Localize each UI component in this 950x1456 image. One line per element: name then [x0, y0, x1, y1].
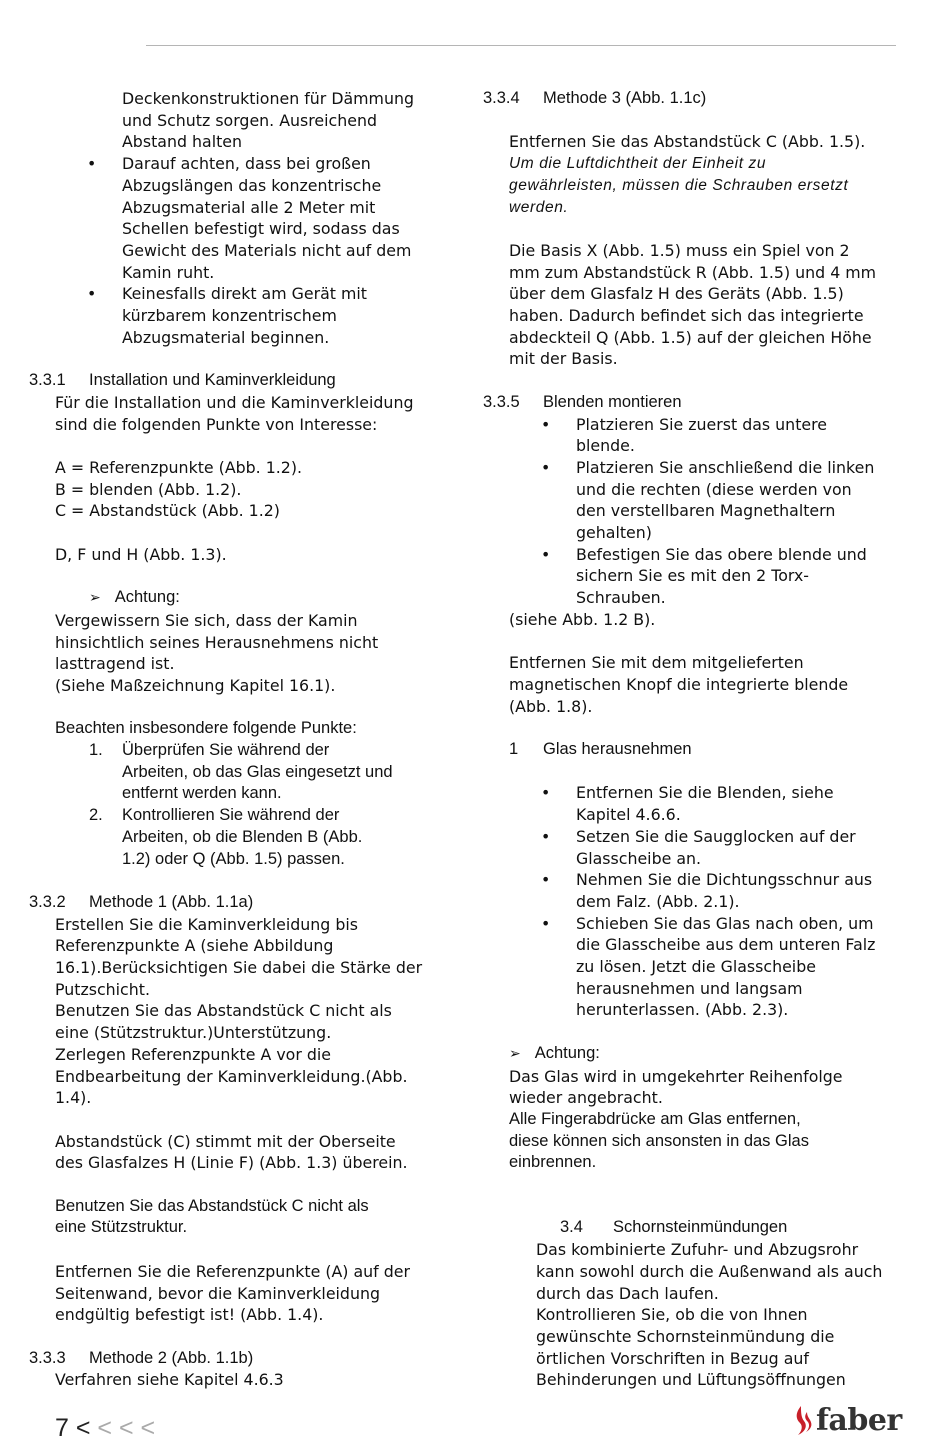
header-rule — [146, 45, 896, 46]
bullet-icon: • — [541, 913, 551, 933]
text-line: Darauf achten, dass bei großen — [122, 154, 371, 174]
section-number: 3.3.4 — [483, 89, 520, 107]
list-item: • Befestigen Sie das obere blende und sichern Sie es mit den 2 Torx- Schrauben. — [541, 544, 867, 608]
section-heading — [29, 892, 459, 914]
section-number: 3.4 — [560, 1218, 583, 1237]
intro-text — [29, 88, 459, 153]
section-body: Verfahren siehe Kapitel 4.6.3 — [55, 1370, 284, 1390]
list-item: • Platzieren Sie anschließend die linken und die rechten (diese werden von den verstellbaren Magnethaltern gehalten) — [541, 457, 875, 543]
bullet-icon: • — [541, 414, 551, 434]
section-title: Installation und Kaminverkleidung — [89, 371, 336, 390]
text-line: Beachten insbesondere folgende Punkte: — [55, 719, 357, 738]
section-body: (siehe Abb. 1.2 B). Entfernen Sie mit dem mitgelieferten magnetischen Knopf die integrierte blende (Abb. 1.8). — [509, 609, 849, 716]
text-line: und Schutz sorgen. Ausreichend — [122, 110, 377, 130]
text-line: B = blenden (Abb. 1.2). — [55, 479, 242, 499]
text-line: Kamin ruht. — [122, 262, 215, 282]
text-line: A = Referenzpunkte (Abb. 1.2). — [55, 457, 303, 477]
arrow-icon: ➢ — [89, 590, 101, 607]
text-line: C = Abstandstück (Abb. 1.2) — [55, 501, 280, 521]
list-item: • Entfernen Sie die Blenden, siehe Kapitel 4.6.6. — [541, 783, 834, 825]
section-title: Methode 1 (Abb. 1.1a) — [89, 892, 254, 911]
section-heading — [483, 88, 913, 110]
arrow-icon: ➢ — [509, 1045, 521, 1062]
section-number: 1 — [509, 740, 519, 759]
attention-label: ➢ Achtung: — [89, 588, 180, 607]
text-line: Deckenkonstruktionen für Dämmung — [122, 89, 414, 108]
section-number: 3.3.1 — [29, 371, 66, 390]
attention-label: ➢ Achtung: — [509, 1043, 600, 1062]
section-title: Methode 3 (Abb. 1.1c) — [543, 89, 707, 107]
page-number: 7 < < < < — [55, 1414, 156, 1442]
section-body: Entfernen Sie das Abstandstück C (Abb. 1.5). Um die Luftdichtheit der Einheit zu gewährleisten, müssen die Schrauben ersetzt werden. Die Basis X (Abb. 1.5) muss ein Spiel von 2 mm zum Abstandstück R (Abb. 1.5) und 4 mm über dem Glasfalz H des Geräts (Abb. 1.5) haben. Dadurch befindet sich das integrierte abdeckteil Q (Abb. 1.5) auf der gleichen Höhe mit der Basis. — [509, 132, 877, 369]
list-item — [29, 283, 459, 348]
bullet-icon: • — [87, 284, 97, 304]
bullet-icon: • — [541, 457, 551, 477]
section-body: Erstellen Sie die Kaminverkleidung bis Referenzpunkte A (siehe Abbildung 16.1).Berücksichtigen Sie dabei die Stärke der Putzschicht. Benutzen Sie das Abstandstück C nicht als eine (Stützstruktur.)Unterstützung. Zerlegen Referenzpunkte A vor die Endbearbeitung der Kaminverkleidung.(Abb. 1.4). Abstandstück (C) stimmt mit der Oberseite des Glasfalzes H (Linie F) (Abb. 1.3) überein. Benutzen Sie das Abstandstück C nicht als eine Stützstruktur. Entfernen Sie die Referenzpunkte (A) auf der Seitenwand, bevor die Kaminverkleidung endgültig befestigt ist! (Abb. 1.4). — [55, 914, 423, 1325]
section-body: ➢ Achtung: Das Glas wird in umgekehrter Reihenfolge wieder angebracht. Alle Fingerabdrücke am Glas entfernen, diese können sich ansonsten in das Glas einbrennen. — [483, 1043, 913, 1174]
text-line: Schellen befestigt wird, sodass das — [122, 219, 400, 239]
bullet-icon: • — [541, 870, 551, 890]
chevron-left-icon[interactable]: < — [97, 1414, 113, 1442]
bullet-icon: • — [541, 544, 551, 564]
chevron-left-icon[interactable]: < — [140, 1414, 156, 1442]
text-line: Abstand halten — [122, 132, 243, 152]
text-line: sind die folgenden Punkte von Interesse: — [55, 414, 378, 434]
section-heading — [29, 1348, 459, 1370]
text-line: Keinesfalls direkt am Gerät mit — [122, 284, 367, 304]
bullet-list — [483, 414, 913, 609]
chevron-left-icon[interactable]: < — [118, 1414, 134, 1442]
list-item: 2. Kontrollieren Sie während der Arbeiten, ob die Blenden B (Abb. 1.2) oder Q (Abb. 1.5) passen. — [89, 806, 363, 868]
bullet-icon: • — [541, 783, 551, 803]
text-line: Für die Installation und die Kaminverkleidung — [55, 392, 414, 412]
text-line: hinsichtlich seines Herausnehmens nicht — [55, 632, 379, 652]
section-title: Methode 2 (Abb. 1.1b) — [89, 1348, 254, 1367]
section-number: 3.3.2 — [29, 892, 66, 911]
list-item: 1. Überprüfen Sie während der Arbeiten, ob das Glas eingesetzt und entfernt werden kann. — [89, 741, 393, 803]
section-title: Blenden montieren — [543, 392, 682, 411]
text-line: Abzugsmaterial alle 2 Meter mit — [122, 197, 376, 217]
text-line: Abzugsmaterial beginnen. — [122, 327, 330, 347]
right-column — [483, 88, 913, 1391]
numbered-list — [29, 740, 459, 870]
flame-icon — [792, 1404, 814, 1438]
section-body — [29, 392, 459, 740]
list-item: • Setzen Sie die Saugglocken auf der Glasscheibe an. — [541, 826, 856, 868]
text-line: kürzbarem konzentrischem — [122, 306, 337, 326]
section-heading — [483, 1217, 913, 1239]
section-heading — [29, 370, 459, 392]
bullet-list — [29, 153, 459, 348]
bullet-icon: • — [87, 154, 97, 174]
section-heading — [483, 739, 913, 761]
text-line: lasttragend ist. — [55, 654, 175, 674]
section-number: 3.3.3 — [29, 1348, 66, 1367]
list-item: • Platzieren Sie zuerst das untere blende. — [541, 414, 827, 456]
list-item: • Nehmen Sie die Dichtungsschnur aus dem Falz. (Abb. 2.1). — [541, 870, 873, 911]
section-heading — [483, 392, 913, 414]
section-title: Schornsteinmündungen — [613, 1218, 788, 1237]
text-line: Vergewissern Sie sich, dass der Kamin — [55, 610, 358, 630]
bullet-list — [483, 782, 913, 1021]
logo-text: faber — [816, 1403, 902, 1439]
text-line: Gewicht des Materials nicht auf dem — [122, 240, 412, 260]
bullet-icon: • — [541, 826, 551, 846]
section-body: Das kombinierte Zufuhr- und Abzugsrohr kann sowohl durch die Außenwand als auch durch das Dach laufen. Kontrollieren Sie, ob die von Ihnen gewünschte Schornsteinmündung die örtlichen Vorschriften in Bezug auf Behinderungen und Lüftungsöffnungen — [536, 1240, 883, 1390]
section-number: 3.3.5 — [483, 392, 520, 411]
left-column — [29, 88, 459, 1391]
chevron-left-icon[interactable]: < — [75, 1414, 91, 1442]
text-line: D, F und H (Abb. 1.3). — [55, 544, 227, 564]
section-title: Glas herausnehmen — [543, 740, 692, 759]
faber-logo — [792, 1404, 902, 1438]
text-line: (Siehe Maßzeichnung Kapitel 16.1). — [55, 675, 336, 695]
text-line: Abzugslängen das konzentrische — [122, 175, 382, 195]
list-item: • Schieben Sie das Glas nach oben, um die Glasscheibe aus dem unteren Falz zu lösen. Jetzt die Glasscheibe herausnehmen und langsam herunterlassen. (Abb. 2.3). — [541, 913, 876, 1020]
list-item — [29, 153, 459, 283]
